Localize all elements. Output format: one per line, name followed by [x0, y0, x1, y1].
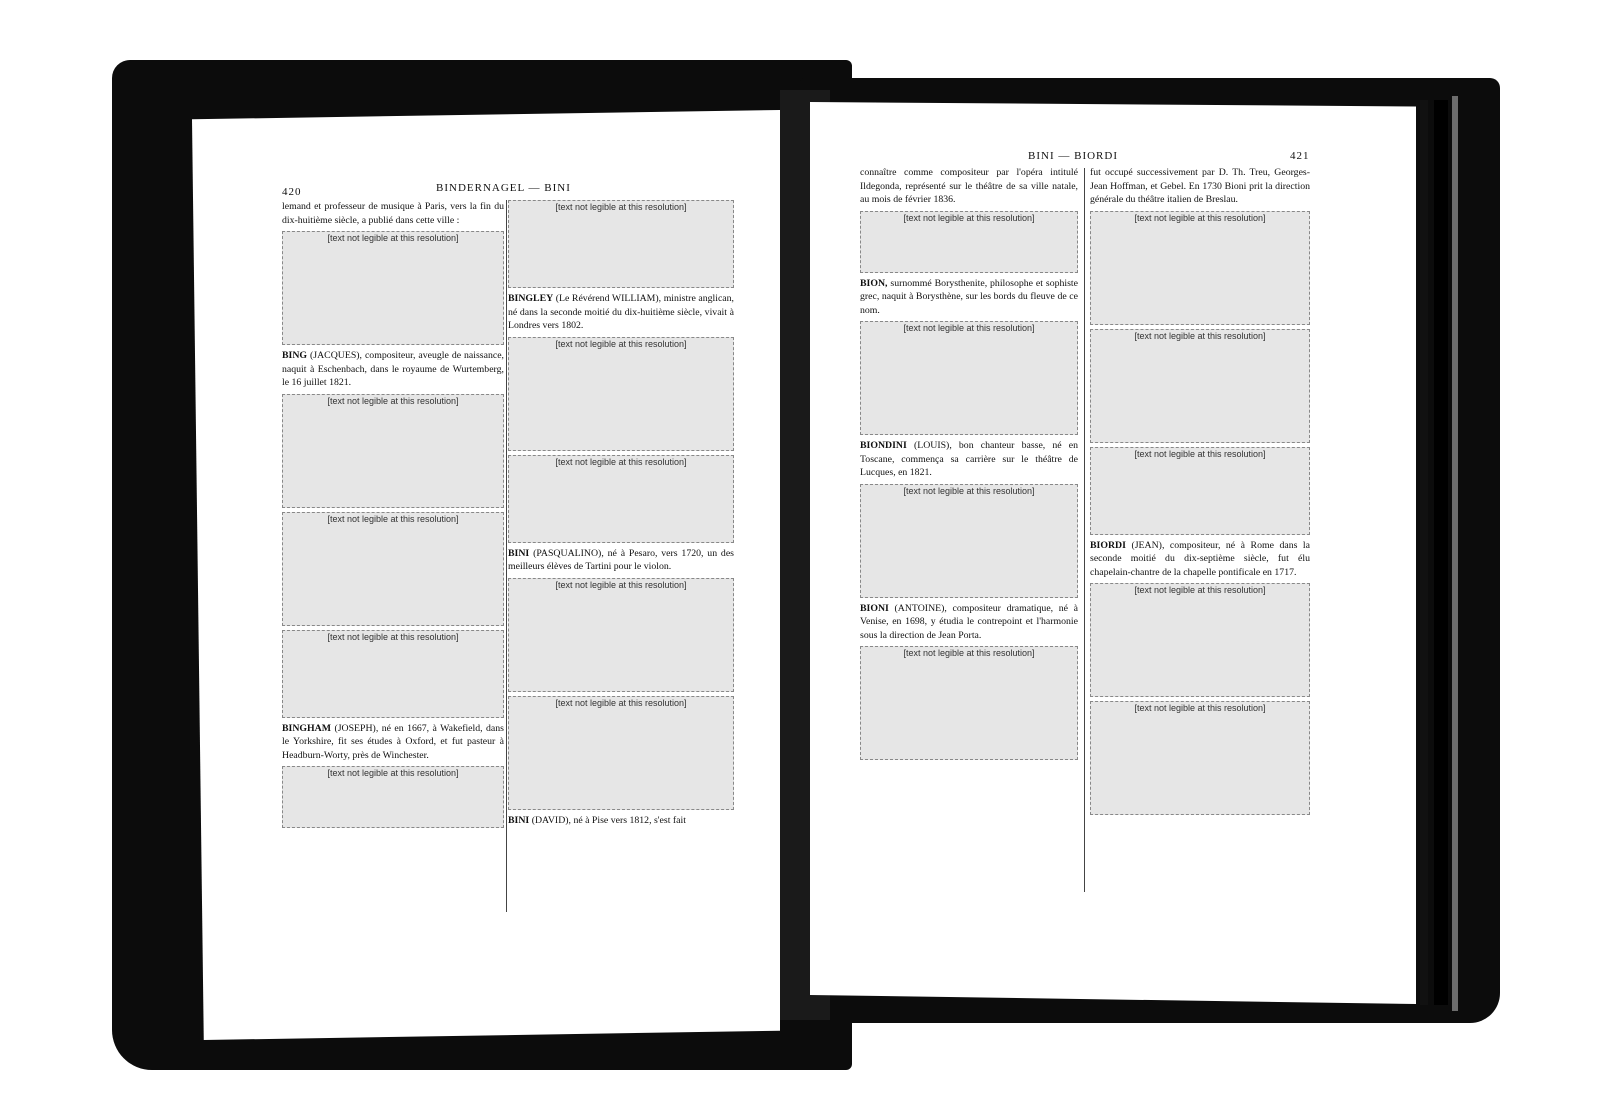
- entry-headword: BINI: [508, 547, 530, 559]
- entry-headword: BINGLEY: [508, 293, 554, 304]
- dictionary-entry: [860, 277, 1078, 318]
- dictionary-entry: BING (JACQUES), compositeur, aveugle de naissance, naquit à Eschenbach, dans le royaume de Wurtemberg, le 16 juillet 1821.: [282, 350, 504, 388]
- right-page-number: 421: [1290, 150, 1310, 162]
- entry-given-name: (JEAN): [1131, 539, 1162, 551]
- illegible-text-placeholder: [text not legible at this resolution]: [1090, 701, 1310, 815]
- dictionary-entry: BINI (PASQUALINO), né à Pesaro, vers 1720, un des meilleurs élèves de Tartini pour le violon.: [508, 547, 734, 572]
- illegible-text-placeholder: [text not legible at this resolution]: [508, 455, 734, 543]
- dictionary-entry: BINI (DAVID), né à Pise vers 1812, s'est fait: [508, 814, 686, 826]
- dictionary-entry: BIONI (ANTOINE), compositeur dramatique, né à Venise, en 1698, y étudia le contrepoint et l'harmonie sous la direction de Jean Porta.: [860, 602, 1078, 641]
- entry-lead: compositeur, né à Rome dans la seconde moitié du dix-septième siècle, fut élu chapelain-chantre de la chapelle pontificale en 1717.: [1090, 539, 1310, 578]
- dictionary-entry: BIONDINI (LOUIS), bon chanteur basse, né en Toscane, commença sa carrière sur le théâtre de Lucques, en 1821.: [860, 440, 1078, 478]
- entry-headword: BINI: [508, 814, 530, 826]
- illegible-text-placeholder: [text not legible at this resolution]: [282, 512, 504, 626]
- entry-given-name: (ANTOINE): [894, 602, 945, 614]
- left-running-title: BINDERNAGEL — BINI: [436, 182, 571, 194]
- entry-given-name: (PASQUALINO): [533, 547, 602, 559]
- right-running-title: BINI — BIORDI: [1028, 150, 1118, 162]
- illegible-text-placeholder: [text not legible at this resolution]: [282, 394, 504, 508]
- entry-given-name: (DAVID): [531, 814, 569, 826]
- entry-headword: BIORDI: [1090, 539, 1126, 551]
- illegible-text-placeholder: [text not legible at this resolution]: [508, 200, 734, 288]
- illegible-text-placeholder: [text not legible at this resolution]: [1090, 447, 1310, 535]
- illegible-text-placeholder: [text not legible at this resolution]: [860, 211, 1078, 273]
- column-opening: fut occupé successivement par D. Th. Treu, Georges-Jean Hoffman, et Gebel. En 1730 Bioni prit la direction générale du théâtre italien de Breslau.: [1090, 167, 1310, 205]
- column-divider: [506, 200, 507, 912]
- entry-lead: surnommé Borysthenite, philosophe et sophiste grec, naquit à Borysthène, sur les bords du fleuve de ce nom.: [860, 277, 1078, 316]
- entry-lead: bon chanteur basse, né en Toscane, commença sa carrière sur le théâtre de Lucques, en 1821.: [860, 440, 1078, 478]
- dictionary-entry: BINGLEY (Le Révérend WILLIAM), ministre anglican, né dans la seconde moitié du dix-huitième siècle, vivait à Londres vers 1802.: [508, 293, 734, 331]
- entry-given-name: (JOSEPH): [334, 722, 376, 734]
- entry-lead: né à Pise vers 1812, s'est fait: [573, 814, 686, 826]
- page-edge-strip: [1452, 96, 1458, 1011]
- page-edge-strip: [1420, 100, 1428, 1005]
- column-opening: connaître comme compositeur par l'opéra intitulé Ildegonda, représenté sur le théâtre de sa ville natale, au mois de février 1836.: [860, 167, 1078, 205]
- illegible-text-placeholder: [text not legible at this resolution]: [282, 231, 504, 345]
- text-column-1: [282, 200, 504, 912]
- entry-given-name: (JACQUES): [310, 350, 360, 361]
- illegible-text-placeholder: [text not legible at this resolution]: [508, 696, 734, 810]
- left-page-number: 420: [282, 186, 302, 198]
- entry-lead: compositeur, aveugle de naissance, naquit à Eschenbach, dans le royaume de Wurtemberg, le 16 juillet 1821.: [282, 350, 504, 388]
- illegible-text-placeholder: [text not legible at this resolution]: [1090, 329, 1310, 443]
- dictionary-entry: BIORDI (JEAN), compositeur, né à Rome dans la seconde moitié du dix-septième siècle, fut élu chapelain-chantre de la chapelle pontificale en 1717.: [1090, 539, 1310, 578]
- text-column-4: [1090, 166, 1310, 894]
- entry-given-name: (LOUIS): [913, 440, 950, 451]
- illegible-text-placeholder: [text not legible at this resolution]: [1090, 583, 1310, 697]
- entry-lead: né à Pesaro, vers 1720, un des meilleurs élèves de Tartini pour le violon.: [508, 547, 734, 572]
- page-edge-strip: [1434, 100, 1448, 1005]
- entry-headword: BINGHAM: [282, 722, 331, 734]
- column-opening: lemand et professeur de musique à Paris, vers la fin du dix-huitième siècle, a publié dans cette ville :: [282, 201, 504, 226]
- entry-lead: compositeur dramatique, né à Venise, en 1698, y étudia le contrepoint et l'harmonie sous la direction de Jean Porta.: [860, 602, 1078, 641]
- column-divider: [1084, 168, 1085, 892]
- entry-lead: né en 1667, à Wakefield, dans le Yorkshire, fit ses études à Oxford, et fut pasteur à Headburn-Worty, près de Winchester.: [282, 722, 504, 761]
- illegible-text-placeholder: [text not legible at this resolution]: [860, 646, 1078, 760]
- illegible-text-placeholder: [text not legible at this resolution]: [282, 766, 504, 828]
- illegible-text-placeholder: [text not legible at this resolution]: [860, 321, 1078, 435]
- illegible-text-placeholder: [text not legible at this resolution]: [1090, 211, 1310, 325]
- illegible-text-placeholder: [text not legible at this resolution]: [508, 337, 734, 451]
- illegible-text-placeholder: [text not legible at this resolution]: [508, 578, 734, 692]
- text-column-3: [860, 166, 1078, 894]
- illegible-text-placeholder: [text not legible at this resolution]: [282, 630, 504, 718]
- entry-headword: BION,: [860, 277, 888, 289]
- entry-given-name: (Le Révérend WILLIAM): [555, 293, 659, 304]
- text-column-2: [508, 196, 734, 916]
- entry-headword: BIONI: [860, 602, 889, 614]
- entry-headword: BIONDINI: [860, 440, 907, 451]
- illegible-text-placeholder: [text not legible at this resolution]: [860, 484, 1078, 598]
- entry-lead: ministre anglican, né dans la seconde moitié du dix-huitième siècle, vivait à Londres vers 1802.: [508, 293, 734, 331]
- entry-headword: BING: [282, 350, 308, 361]
- dictionary-entry: BINGHAM (JOSEPH), né en 1667, à Wakefield, dans le Yorkshire, fit ses études à Oxford, et fut pasteur à Headburn-Worty, près de Winchester.: [282, 722, 504, 761]
